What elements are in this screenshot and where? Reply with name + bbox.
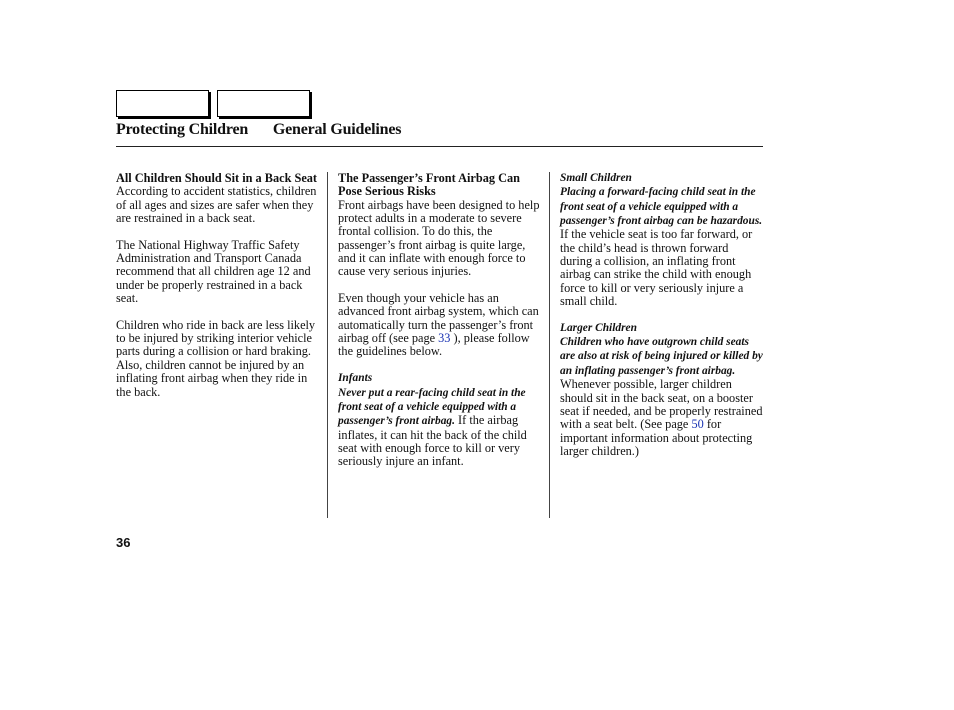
nav-button-index[interactable] [217, 90, 310, 117]
column-front-airbag-risks [338, 172, 543, 482]
link-page-33[interactable]: 33 [438, 331, 451, 346]
header-rule [116, 146, 763, 147]
column-back-seat [116, 172, 319, 412]
link-page-50[interactable]: 50 [691, 417, 704, 432]
warning-small-children: Placing a forward-facing child seat in the front seat of a vehicle equipped with a passenger’s front airbag can be hazardous. [560, 186, 763, 228]
heading-back-seat: All Children Should Sit in a Back Seat [116, 171, 318, 185]
paragraph-advanced-airbag-system [338, 292, 543, 359]
subhead-small-children: Small Children [560, 172, 632, 184]
column-divider [549, 172, 550, 518]
paragraph-nhtsa-recommendation: The National Highway Traffic Safety Administration and Transport Canada recommend that all children age 12 and under be properly restrained in a back seat. [116, 237, 311, 306]
subsection-title: General Guidelines [272, 121, 402, 138]
paragraph-ride-in-back: Children who ride in back are less likely to be injured by striking interior vehicle parts during a collision or hard braking. Also, children cannot be injured by an inflating front airbag when they ride in the back. [116, 317, 316, 399]
text-larger-children-after: for important information about protecting larger children.) [560, 417, 753, 458]
text-infants-body: If the airbag inflates, it can hit the back of the child seat with enough force to kill or very seriously injure an infant. [338, 413, 527, 469]
page-header [116, 121, 401, 139]
column-children-sizes [560, 172, 763, 472]
text-advanced-airbag-after: ), please follow the guidelines below. [338, 331, 530, 359]
paragraph-accident-statistics: According to accident statistics, children of all ages and sizes are safer when they are restrained in a back seat. [116, 184, 317, 226]
column-divider [327, 172, 328, 518]
heading-front-airbag-risks: The Passenger’s Front Airbag Can Pose Serious Risks [338, 171, 520, 199]
page-number: 36 [116, 535, 131, 550]
text-advanced-airbag-before: Even though your vehicle has an advanced front airbag system, which can automatically turn the passenger’s front airbag off (see page [338, 291, 539, 346]
subhead-infants: Infants [338, 372, 373, 385]
paragraph-infants [338, 386, 543, 469]
warning-larger-children: Children who have outgrown child seats are also at risk of being injured or killed by an inflating passenger’s front airbag. [560, 336, 763, 377]
section-title: Protecting Children [116, 121, 249, 138]
subhead-larger-children: Larger Children [560, 321, 637, 334]
paragraph-front-airbags-designed: Front airbags have been designed to help protect adults in a moderate to severe frontal collision. To do this, the passenger’s front airbag is quite large, and it can inflate with enough force to cause very serious injuries. [338, 197, 540, 279]
paragraph-small-children [560, 185, 763, 308]
text-small-children-body: If the vehicle seat is too far forward, or the child’s head is thrown forward during a collision, an inflating front airbag can strike the child with enough force to kill or very seriously injure a small child. [560, 227, 753, 309]
nav-button-main-menu[interactable] [116, 90, 209, 117]
text-larger-children-before: Whenever possible, larger children should sit in the back seat, on a booster seat if needed, and be properly restrained with a seat belt. (See page [560, 377, 763, 432]
warning-infants: Never put a rear-facing child seat in the front seat of a vehicle equipped with a passenger’s front airbag. [338, 386, 526, 428]
paragraph-larger-children [560, 335, 763, 458]
